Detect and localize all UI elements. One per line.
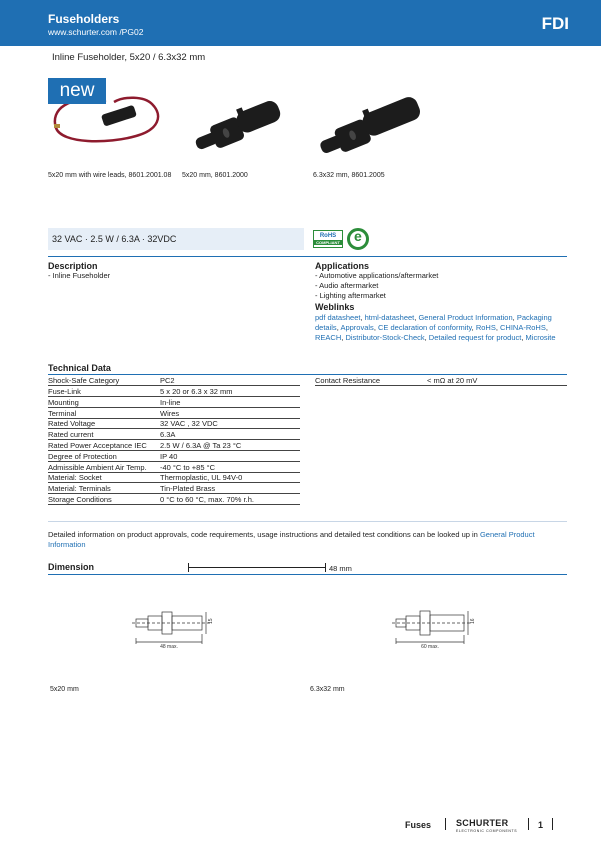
table-cell-label: Admissible Ambient Air Temp.: [48, 461, 160, 472]
table-row: [48, 429, 300, 440]
product-caption: 5x20 mm with wire leads, 8601.2001.08: [48, 172, 172, 179]
table-cell-value: 32 VAC , 32 VDC: [160, 418, 300, 429]
table-cell-label: Rated Voltage: [48, 418, 160, 429]
product-caption: 6.3x32 mm, 8601.2005: [313, 172, 385, 179]
schurter-logo: SCHURTER: [456, 818, 509, 828]
table-cell-label: Material: Socket: [48, 472, 160, 483]
weblink-detailed-request[interactable]: Detailed request for product: [428, 333, 522, 342]
dimension-height-label: 15: [208, 618, 214, 624]
dimension-drawing-6x32: [392, 604, 482, 652]
technical-data-table: [48, 375, 300, 505]
table-cell-value: Tin-Plated Brass: [160, 483, 300, 494]
dimension-height-label: 16: [470, 618, 476, 624]
footer-divider: [445, 818, 446, 830]
header-product-code: FDI: [541, 14, 569, 33]
scale-bar: [188, 567, 326, 568]
applications-title: Applications: [315, 261, 370, 271]
footer-divider: [528, 818, 529, 830]
section-divider: [48, 521, 567, 522]
table-row: [48, 472, 300, 483]
eco-icon: [347, 228, 369, 250]
note-link-general-product-information[interactable]: General Product Information: [48, 530, 535, 549]
header-url[interactable]: www.schurter.com /PG02: [48, 27, 144, 37]
table-cell-value: In-line: [160, 397, 300, 408]
table-cell-label: Shock-Safe Category: [48, 375, 160, 386]
fuseholder-5x20-image: [188, 92, 288, 158]
table-cell-label: Rated current: [48, 429, 160, 440]
table-row: [48, 440, 300, 451]
technical-data-title: Technical Data: [48, 363, 111, 373]
table-cell-value: 6.3A: [160, 429, 300, 440]
table-row: [315, 375, 567, 386]
dimension-drawing-5x20: [128, 604, 224, 652]
table-cell-label: Mounting: [48, 397, 160, 408]
table-row: [48, 386, 300, 397]
weblink-pdf-datasheet[interactable]: pdf datasheet: [315, 313, 361, 322]
description-title: Description: [48, 261, 98, 271]
section-divider: [48, 574, 567, 575]
fuseholder-6x32-image: [312, 92, 428, 158]
scale-bar-tick: [325, 563, 326, 572]
schurter-logo-subtitle: ELECTRONIC COMPONENTS: [456, 829, 518, 833]
table-row: [48, 451, 300, 462]
dimension-length-label: 48 max.: [160, 644, 178, 650]
weblinks-list: pdf datasheet, html-datasheet, General Product Information, Packaging details, Approvals, CE declaration of conformity, RoHS, CHINA-RoHS, REACH, Distributor-Stock-Check, Detailed request for product, Microsite: [315, 313, 556, 342]
page-number: 1: [538, 820, 544, 830]
new-badge: new: [48, 78, 106, 104]
table-cell-label: Rated Power Acceptance IEC: [48, 440, 160, 451]
dimension-caption: 5x20 mm: [50, 686, 79, 693]
weblink-china-rohs[interactable]: CHINA-RoHS: [500, 323, 546, 332]
product-subtitle: Inline Fuseholder, 5x20 / 6.3x32 mm: [52, 52, 206, 63]
table-cell-label: Material: Terminals: [48, 483, 160, 494]
table-row: [48, 397, 300, 408]
table-cell-value: 0 °C to 60 °C, max. 70% r.h.: [160, 494, 300, 505]
weblink-html-datasheet[interactable]: html-datasheet: [364, 313, 415, 322]
table-cell-value: Wires: [160, 407, 300, 418]
footer-divider: [552, 818, 553, 830]
table-row: [48, 494, 300, 505]
general-info-note: [48, 530, 568, 550]
weblink-ce-declaration[interactable]: CE declaration of conformity: [377, 323, 472, 332]
table-row: [48, 418, 300, 429]
table-cell-value: IP 40: [160, 451, 300, 462]
application-item: - Lighting aftermarket: [315, 291, 386, 300]
footer-section-label: Fuses: [405, 820, 432, 830]
table-cell-value: -40 °C to +85 °C: [160, 461, 300, 472]
table-cell-value: < mΩ at 20 mV: [427, 375, 567, 386]
scale-bar-label: 48 mm: [329, 564, 352, 573]
header-title: Fuseholders: [48, 12, 120, 26]
weblink-distributor-stock-check[interactable]: Distributor-Stock-Check: [345, 333, 425, 342]
table-cell-label: Fuse-Link: [48, 386, 160, 397]
weblink-packaging-details[interactable]: Packaging details: [315, 313, 552, 332]
product-caption: 5x20 mm, 8601.2000: [182, 172, 248, 179]
technical-data-table-right: [315, 375, 567, 386]
dimension-length-label: 60 max.: [421, 644, 439, 650]
table-cell-label: Terminal: [48, 407, 160, 418]
table-cell-value: PC2: [160, 375, 300, 386]
page-header: [0, 0, 601, 46]
weblink-reach[interactable]: REACH: [315, 333, 342, 342]
section-divider: [48, 256, 567, 257]
dimension-caption: 6.3x32 mm: [310, 686, 345, 693]
table-cell-value: 2.5 W / 6.3A @ Ta 23 °C: [160, 440, 300, 451]
rating-bar: 32 VAC · 2.5 W / 6.3A · 32VDC: [48, 228, 304, 250]
table-cell-value: Thermoplastic, UL 94V-0: [160, 472, 300, 483]
table-row: [48, 483, 300, 494]
application-item: - Audio aftermarket: [315, 281, 379, 290]
rohs-logo: [313, 230, 343, 248]
weblink-rohs[interactable]: RoHS: [475, 323, 496, 332]
table-cell-label: Contact Resistance: [315, 375, 427, 386]
weblink-general-product-information[interactable]: General Product Information: [418, 313, 513, 322]
rohs-compliant-label: COMPLIANT: [314, 240, 342, 245]
description-item: - Inline Fuseholder: [48, 271, 111, 280]
application-item: - Automotive applications/aftermarket: [315, 271, 439, 280]
weblink-approvals[interactable]: Approvals: [340, 323, 374, 332]
table-row: [48, 375, 300, 386]
table-cell-label: Storage Conditions: [48, 494, 160, 505]
rohs-label: RoHS: [319, 233, 337, 239]
dimension-title: Dimension: [48, 562, 95, 572]
note-text: Detailed information on product approvals, code requirements, usage instructions and detailed test conditions can be looked up in: [48, 530, 480, 539]
table-cell-value: 5 x 20 or 6.3 x 32 mm: [160, 386, 300, 397]
weblink-microsite[interactable]: Microsite: [525, 333, 556, 342]
table-row: [48, 407, 300, 418]
table-cell-label: Degree of Protection: [48, 451, 160, 462]
table-row: [48, 461, 300, 472]
weblinks-title: Weblinks: [315, 302, 355, 312]
